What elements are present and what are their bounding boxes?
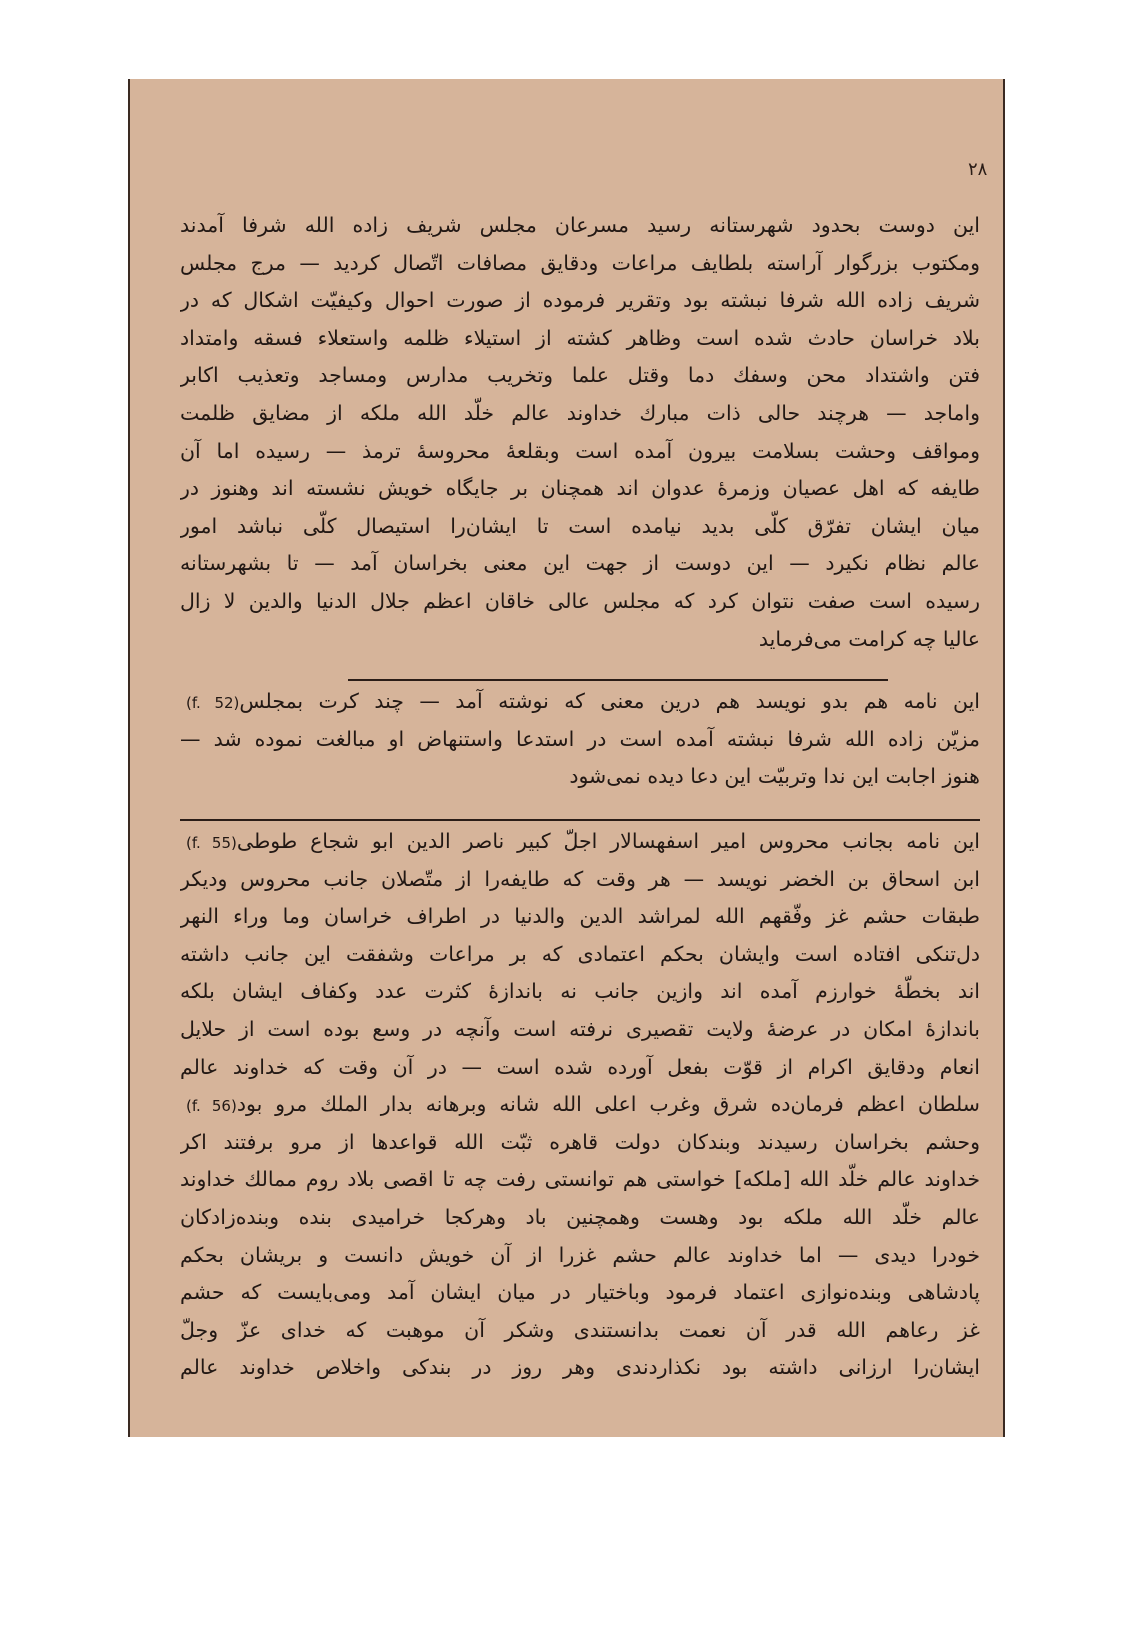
text-line: هنوز اجابت این ندا وتربیّت این دعا دیده نمی‌شود (569, 764, 980, 789)
text-line: میان ایشان تفرّق کلّی بدید نیامده است تا ایشان‌را استیصال کلّی نباشد امور (180, 513, 980, 538)
text-line: عالیا چه کرامت می‌فرماید (758, 626, 980, 651)
section-divider (180, 819, 980, 821)
text-line: ابن اسحاق بن الخضر نویسد — هر وقت که طایفه‌را از متّصلان جانب محروس ودیکر (180, 866, 980, 891)
text-line: بلاد خراسان حادث شده است وظاهر کشته از استیلاء ظلمه واستعلاء فسقه وامتداد (180, 325, 980, 350)
text-line: وحشم بخراسان رسیدند وبندکان دولت قاهره ثبّت الله قواعدها از مرو برفتند اکر (180, 1129, 980, 1154)
folio-marker: (f. 52) (186, 694, 240, 712)
text-line-with-folio (180, 823, 980, 861)
section-divider (348, 679, 888, 681)
line-text: این نامه بجانب محروس امیر اسفهسالار اجلّ کبیر ناصر الدین ابو شجاع طوطی (236, 829, 980, 853)
text-line: طبقات حشم غز وفّقهم الله لمراشد الدین والدنیا در اطراف خراسان وما وراء النهر (180, 904, 980, 929)
text-line: ایشان‌را ارزانی داشته بود نکذاردندی وهر روز در بندکی واخلاص خداوند عالم (180, 1355, 980, 1380)
text-line: این دوست بحدود شهرستانه رسید مسرعان مجلس شریف زاده الله شرفا آمدند (180, 213, 980, 237)
folio-marker: (f. 55) (186, 834, 237, 852)
line-text: این نامه هم بدو نویسد هم درین معنی که نوشته آمد — چند کرت بمجلس (239, 689, 980, 713)
text-line: رسیده است صفت نتوان کرد که مجلس عالی خاقان اعظم جلال الدنیا والدین لا زال (180, 588, 980, 613)
text-line-with-folio (180, 1086, 980, 1124)
folio-marker: (f. 56) (186, 1097, 237, 1116)
paragraph-letter-1 (180, 207, 980, 658)
text-line: غز رعاهم الله قدر آن نعمت بدانستندی وشکر آن موهبت که خدای عزّ وجلّ (180, 1317, 980, 1342)
text-line: دل‌تنکی افتاده است وایشان بحکم اعتمادی که بر مراعات وشفقت این جانب داشته (180, 941, 980, 966)
text-line: پادشاهی وبنده‌نوازی اعتماد فرمود وباختیار در میان ایشان آمد ومی‌بایست که حشم (180, 1280, 980, 1305)
text-line: فتن واشتداد محن وسفك دما وقتل علما وتخریب مدارس ومساجد وتعذیب اکابر (180, 363, 980, 388)
text-line: طایفه که اهل عصیان وزمرهٔ عدوان اند همچنان بر جایگاه خویش نشسته اند وهنوز در (180, 476, 980, 501)
text-line: باندازهٔ امکان در عرضهٔ ولایت تقصیری نرفته است وآنچه در وسع بوده است از حلایل (180, 1016, 980, 1041)
scanned-page (128, 79, 1005, 1437)
text-line: مزیّن زاده الله شرفا نبشته آمده است در استدعا واستنهاض او مبالغت نموده شد — (180, 726, 980, 751)
text-line: انعام ودقایق اکرام از قوّت بفعل آورده شده است — در آن وقت که خداوند عالم (180, 1054, 980, 1079)
text-line: خداوند عالم خلّد الله [ملکه] خواستی هم توانستی رفت چه تا اقصی بلاد روم ممالك خداوند (180, 1167, 980, 1192)
text-line: اند بخطّهٔ خوارزم آمده اند وازین جانب نه باندازهٔ کثرت عدد وکفاف ایشان بلکه (180, 979, 980, 1004)
line-text: سلطان اعظم فرمان‌ده شرق وغرب اعلی الله شانه وبرهانه بدار الملك مرو بود (236, 1092, 980, 1117)
text-line: عالم خلّد الله ملکه بود وهست وهمچنین باد وهرکجا خرامیدی بنده وبنده‌زادکان (180, 1204, 980, 1229)
paragraph-letter-2 (180, 683, 980, 796)
text-line: ومکتوب بزرگوار آراسته بلطایف مراعات ودقایق مصافات اتّصال کردید — مرج مجلس (180, 250, 980, 275)
text-line: خودرا دیدی — اما خداوند عالم حشم غزرا از آن خویش دانست و بریشان بحکم (180, 1242, 980, 1267)
page-number: ۲۸ (968, 159, 988, 180)
paragraph-letter-3 (180, 823, 980, 1387)
text-line: شریف زاده الله شرفا نبشته بود وتقریر فرموده از صورت احوال وکیفیّت اشکال که در (180, 288, 980, 313)
text-line: واماجد — هرچند حالی ذات مبارك خداوند عالم خلّد الله ملکه از مضایق ظلمت (180, 400, 980, 425)
text-line-with-folio (180, 683, 980, 721)
text-line: عالم نظام نکیرد — این دوست از جهت این معنی بخراسان آمد — تا بشهرستانه (180, 551, 980, 576)
text-line: ومواقف وحشت بسلامت بیرون آمده است وبقلعهٔ محروسهٔ ترمذ — رسیده اما آن (180, 438, 980, 463)
